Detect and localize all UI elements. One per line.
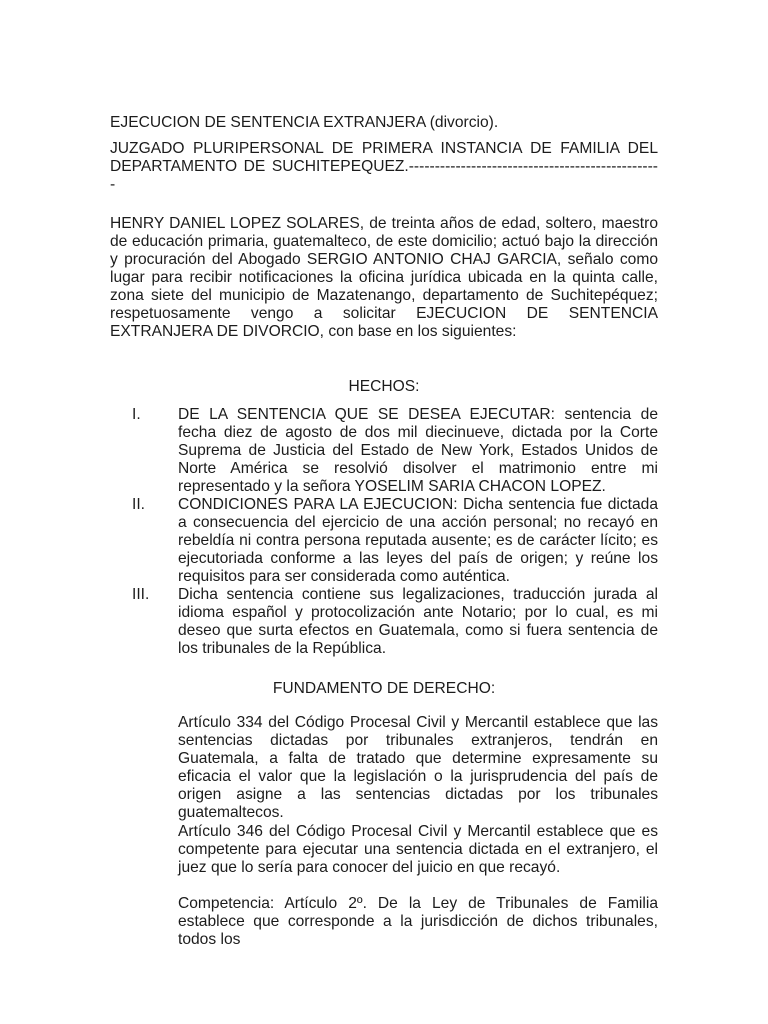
hechos-item-3: [110, 586, 658, 658]
hechos-heading: HECHOS:: [348, 378, 420, 395]
hechos-numeral: I.: [132, 406, 141, 423]
fundamento-paragraph-article-346: Artículo 346 del Código Procesal Civil y Mercantil establece que es competente para ejecutar una sentencia dictada en el extranjero, el juez que lo sería para conocer del juicio en que recayó.: [178, 823, 658, 876]
hechos-text: CONDICIONES PARA LA EJECUCION: Dicha sentencia fue dictada a consecuencia del ejercicio de una acción personal; no recayó en rebeldía ni contra persona reputada ausente; es de carácter lícito; es ejecutoriada conforme a las leyes del país de origen; y reúne los requisitos para ser considerada como auténtica.: [178, 496, 658, 585]
fundamento-heading: FUNDAMENTO DE DERECHO:: [272, 680, 496, 697]
document-title: EJECUCION DE SENTENCIA EXTRANJERA (divorcio).: [110, 114, 499, 131]
hechos-item-2: [110, 496, 658, 586]
hechos-numeral: II.: [132, 496, 145, 513]
hechos-list: [110, 406, 658, 658]
fundamento-paragraph-competencia: Competencia: Artículo 2º. De la Ley de Tribunales de Familia establece que corresponde a la jurisdicción de dichos tribunales, todos los: [178, 895, 658, 948]
hechos-text: DE LA SENTENCIA QUE SE DESEA EJECUTAR: sentencia de fecha diez de agosto de dos mil diecinueve, dictada por la Corte Suprema de Justicia del Estado de New York, Estados Unidos de Norte América se resolvió disolver el matrimonio entre mi representado y la señora YOSELIM SARIA CHACON LOPEZ.: [178, 406, 658, 495]
fundamento-paragraph-article-334: Artículo 334 del Código Procesal Civil y Mercantil establece que las sentencias dictadas por tribunales extranjeros, tendrán en Guatemala, a falta de tratado que determine expresamente su eficacia el valor que la legislación o la jurisprudencia del país de origen asigne a las sentencias dictadas por los tribunales guatemaltecos.: [178, 714, 658, 821]
court-addressee: JUZGADO PLURIPERSONAL DE PRIMERA INSTANCIA DE FAMILIA DEL DEPARTAMENTO DE SUCHITEPEQUEZ.-------------------------------------------------: [110, 140, 658, 193]
hechos-item-1: [110, 406, 658, 496]
hechos-text: Dicha sentencia contiene sus legalizaciones, traducción jurada al idioma español y protocolización ante Notario; por lo cual, es mi deseo que surta efectos en Guatemala, como si fuera sentencia de los tribunales de la República.: [178, 586, 658, 657]
hechos-numeral: III.: [132, 586, 150, 603]
applicant-paragraph: HENRY DANIEL LOPEZ SOLARES, de treinta años de edad, soltero, maestro de educación primaria, guatemalteco, de este domicilio; actuó bajo la dirección y procuración del Abogado SERGIO ANTONIO CHAJ GARCIA, señalo como lugar para recibir notificaciones la oficina jurídica ubicada en la quinta calle, zona siete del municipio de Mazatenango, departamento de Suchitepéquez; respetuosamente vengo a solicitar EJECUCION DE SENTENCIA EXTRANJERA DE DIVORCIO, con base en los siguientes:: [110, 215, 658, 340]
